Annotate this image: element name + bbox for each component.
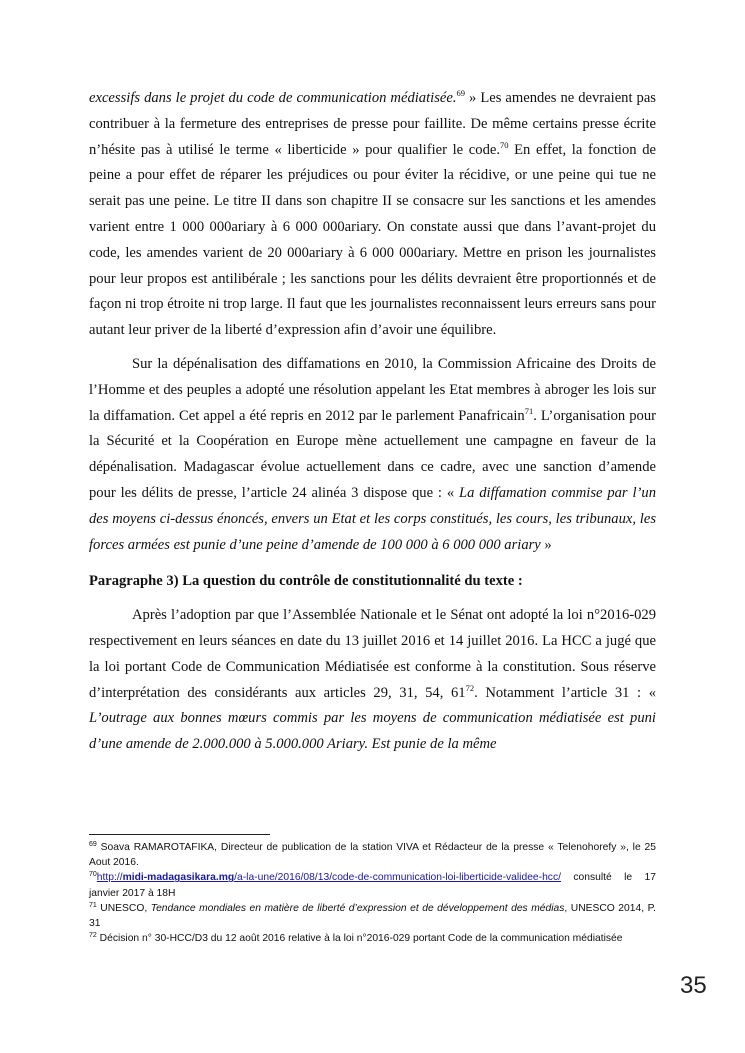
footnote-text: Soava RAMAROTAFIKA, Directeur de publication de la station VIVA et Rédacteur de la presse « Telenohorefy », le 25 Aout 2016. [89, 842, 656, 869]
footnote-link-path: /a-la-une/2016/08/13/code-de-communication-loi-liberticide-validee-hcc/ [234, 872, 561, 884]
footnote-number: 72 [89, 932, 97, 940]
footnote-link[interactable] [97, 872, 561, 883]
footnote-divider [89, 834, 270, 835]
footnote-text: consulté le 17 janvier 2017 à 18H [89, 872, 656, 899]
footnote-70 [89, 870, 656, 900]
paragraph-1-text-a: » Les amendes ne devraient pas contribuer à la fermeture des entreprises de presse pour faillite. De même certains presse écrite n’hésite pas à utilisé le terme « liberticide » pour qualifier le code. [89, 90, 656, 158]
paragraph-3-quote: L’outrage aux bonnes mœurs commis par les moyens de communication médiatisée est puni d’une amende de 2.000.000 à 5.000.000 Ariary. Est punie de la même [89, 710, 656, 753]
section-heading: Paragraphe 3) La question du contrôle de constitutionnalité du texte : [89, 573, 523, 590]
footnote-71 [89, 901, 656, 931]
footnote-text: Décision n° 30-HCC/D3 du 12 août 2016 relative à la loi n°2016-029 portant Code de la communication médiatisée [96, 933, 623, 945]
footnote-title: Tendance mondiales en matière de liberté d’expression et de développement des médias [150, 902, 565, 914]
footnote-link-prefix: http:// [96, 872, 123, 884]
paragraph-1 [89, 86, 656, 344]
footnote-ref-69[interactable]: 69 [456, 88, 465, 98]
footnote-72 [89, 931, 656, 946]
footnote-number: 69 [89, 841, 97, 848]
paragraph-2-quote: La diffamation commise par l’un des moyens ci-dessus énoncés, envers un Etat et les corps constitués, les cours, les tribunaux, les forces armées est punie d’une peine d’amende de 100 000 à 6 000 000 ariary [89, 484, 656, 553]
footnote-ref-71[interactable]: 71 [524, 405, 534, 416]
paragraph-3-text-b: . Notamment l’article 31 : « [474, 684, 656, 701]
footnote-ref-72[interactable]: 72 [465, 682, 475, 693]
footnote-ref-70[interactable]: 70 [500, 139, 509, 150]
paragraph-1-text-b: En effet, la fonction de peine a pour effet de réparer les préjudices ou pour éviter la récidive, or une peine qui tue ne serait pas une peine. Le titre II dans son chapitre II se consacre sur les sanctions et les amendes varient entre 1 000 000ariary à 6 000 000ariary. On constate aussi que dans l’avant-projet du code, les amendes varient de 20 000ariary à 6 000 000ariary. Mettre en prison les journalistes pour leur propos est antilibérale ; les sanctions pour les délits devraient être proportionnés et de façon ni trop étroite ni trop large. Il faut que les journalistes reconnaissent leurs erreurs sans pour autant leur priver de la liberté d’expression afin d’avoir une équilibre. [89, 141, 657, 339]
footnote-author: UNESCO, [96, 902, 151, 914]
footnote-number: 70 [89, 871, 97, 879]
footnote-text: , UNESCO 2014, P. 31 [89, 902, 656, 930]
page-number: 35 [680, 972, 707, 999]
paragraph-3-text-a: Après l’adoption par que l’Assemblée Nationale et le Sénat ont adopté la loi n°2016-029 respectivement en leurs séances en date du 13 juillet 2016 et 14 juillet 2016. La HCC a jugé que la loi portant Code de Communication Médiatisée est conforme à la constitution. Sous réserve d’interprétation des considérants aux articles 29, 31, 54, 61 [89, 607, 656, 701]
footnotes [89, 840, 656, 946]
paragraph-3 [89, 603, 656, 758]
paragraph-2 [89, 352, 656, 558]
body-text [89, 86, 656, 758]
paragraph-2-text-b: . L’organisation pour la Sécurité et la Coopération en Europe mène actuellement une campagne en faveur de la dépénalisation. Madagascar évolue actuellement dans ce cadre, avec une sanction d’amende pour les délits de presse, l’article 24 alinéa 3 dispose que : « [89, 407, 656, 501]
paragraph-1-italic-intro: excessifs dans le projet du code de communication médiatisée. [89, 90, 457, 106]
footnote-number: 71 [89, 901, 97, 909]
paragraph-2-closing: » [540, 536, 552, 553]
footnote-69 [89, 840, 656, 870]
paragraph-2-text-a: Sur la dépénalisation des diffamations en 2010, la Commission Africaine des Droits de l’Homme et des peuples a adopté une résolution appelant les Etat membres à abroger les lois sur la diffamation. Cet appel a été repris en 2012 par le parlement Panafricain [89, 355, 656, 424]
footnote-link-domain: midi-madagasikara.mg [122, 872, 235, 884]
